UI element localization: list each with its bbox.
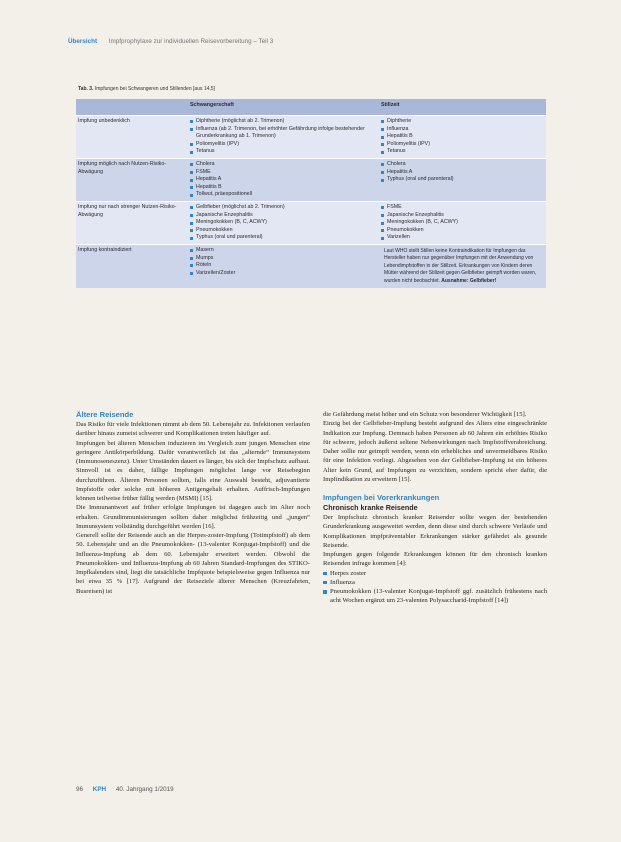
table-row <box>76 116 546 159</box>
vaccine-list <box>323 569 547 606</box>
list-item: Poliomyelitis (IPV) <box>381 141 544 149</box>
header-cell-lactation: Stillzeit <box>379 99 546 116</box>
list-item: Diphtherie <box>381 118 544 126</box>
page-footer <box>76 786 174 793</box>
table-caption <box>78 86 215 92</box>
list-item: Typhus (oral und parenteral) <box>381 176 544 184</box>
list-item: Varizellen/Zoster <box>190 270 377 278</box>
list-item: Poliomyelitis (IPV) <box>190 141 377 149</box>
header-cell-empty <box>76 99 188 116</box>
list-item: FSME <box>190 169 377 177</box>
running-header <box>68 38 273 45</box>
heading-older-travelers: Ältere Reisende <box>76 410 134 419</box>
table-row <box>76 244 546 288</box>
lactation-cell <box>379 158 546 201</box>
list-item: Meningokokken (B, C, ACWY) <box>190 219 377 227</box>
row-label: Impfung unbedenklich <box>76 116 188 159</box>
list-item: Influenza <box>323 578 547 587</box>
lactation-note <box>381 247 544 286</box>
paragraph: Die Immunantwort auf früher erfolgte Impfungen ist dagegen auch im Alter noch erhalten. Grundimmunisierungen sollten daher möglichst frühzeitig und „jungen“ Immunsystem vollständig durchgeführt werden [16]. <box>76 504 310 530</box>
list-item: Hepatitis B <box>381 133 544 141</box>
table-row <box>76 201 546 244</box>
list-item: Pneumokokken <box>190 227 377 235</box>
list-item: Mumps <box>190 255 377 263</box>
list-item: Japanische Enzephalitis <box>381 212 544 220</box>
lactation-cell <box>379 244 546 288</box>
table-row <box>76 158 546 201</box>
section-label: Übersicht <box>68 38 98 45</box>
list-item: Influenza <box>381 126 544 134</box>
row-label: Impfung kontraindiziert <box>76 244 188 288</box>
list-item: Varizellen <box>381 234 544 242</box>
vaccination-table <box>76 99 546 288</box>
page-number: 96 <box>76 786 84 793</box>
table-header-row <box>76 99 546 116</box>
list-item: Tetanus <box>190 148 377 156</box>
table-caption-text: Impfungen bei Schwangeren und Stillenden [aus 14,5] <box>94 86 215 92</box>
left-column <box>76 410 310 596</box>
list-item: Hepatitis B <box>190 184 377 192</box>
list-item: Tetanus <box>381 148 544 156</box>
list-item: Hepatitis A <box>190 176 377 184</box>
lactation-cell <box>379 116 546 159</box>
right-column <box>323 410 547 606</box>
subheading-chronically-ill: Chronisch kranke Reisende <box>323 503 418 512</box>
paragraph: die Gefährdung meist höher und ein Schutz von besonderer Wichtigkeit [15]. <box>323 411 527 418</box>
spacer <box>323 484 547 493</box>
list-item: Meningokokken (B, C, ACWY) <box>381 219 544 227</box>
list-item: Diphtherie (möglichst ab 2. Trimenon) <box>190 118 377 126</box>
issue-info: 40. Jahrgang 1/2019 <box>115 786 174 793</box>
list-item: Japanische Enzephalitis <box>190 212 377 220</box>
list-item: Pneumokokken (13-valenter Konjugat-Impfstoff ggf. zusätzlich frühestens nach acht Wochen ergänzt um 23-valenten Polysaccharid-Impfstoff [14]) <box>323 587 547 606</box>
list-item: Herpes zoster <box>323 569 547 578</box>
heading-pre-existing-conditions: Impfungen bei Vorerkrankungen <box>323 493 440 502</box>
paragraph: Einzig bei der Gelbfieber-Impfung besteht aufgrund des Alters eine eingeschränkte Indikation zur Impfung. Demnach haben Personen ab 60 Jahren ein erhöhtes Risiko für schwere, jedoch äußerst seltene Nebenwirkungen nach Impfstoffverabreichung. Daher sollte nur geimpft werden, wenn ein erhebliches und unvermeidbares Risiko für eine Infektion vorliegt. Abgesehen von der Gelbfieber-Impfung ist ein höheres Alter kein Grund, auf Impfungen zu verzichten, sondern spricht eher dafür, die Impfindikation zu erweitern [15]. <box>323 420 547 483</box>
row-label: Impfung möglich nach Nutzen-Risiko-Abwägung <box>76 158 188 201</box>
lactation-note-exception: Ausnahme: Gelbfieber! <box>441 277 497 284</box>
list-item: Typhus (oral und parenteral) <box>190 234 377 242</box>
list-item: Röteln <box>190 262 377 270</box>
lactation-cell <box>379 201 546 244</box>
paragraph: Impfungen bei älteren Menschen induzieren im Vergleich zum jungen Menschen eine geringere Antikörperbildung. Dafür verantwortlich ist das „alternde“ Immunsystem (Immunoseneszenz). Unter Umständen dauert es länger, bis sich der Impfschutz aufbaut. Sinnvoll ist es daher, fällige Impfungen möglichst lange vor Reisebeginn durchzuführen. Älteren Personen sollten, falls eine Auswahl besteht, adjuvantierte Impfstoffe oder solche mit höheren Antigengehalt erhalten. Auffrisch-Impfungen können teilweise früher fällig werden (MSMI) [15]. <box>76 439 310 502</box>
header-title: Impfprophylaxe zur individuellen Reisevorbereitung – Teil 3 <box>108 38 274 45</box>
pregnancy-cell <box>188 116 379 159</box>
paragraph: Impfungen gegen folgende Erkrankungen können für den chronisch kranken Reisenden infrage kommen [4]: <box>323 551 547 568</box>
list-item: FSME <box>381 204 544 212</box>
paragraph: Das Risiko für viele Infektionen nimmt ab dem 50. Lebensjahr zu. Infektionen verlaufen darüber hinaus zumeist schwerer und Komplikationen treten häufiger auf. <box>76 421 310 438</box>
list-item: Tollwut, präexpositionell <box>190 191 377 199</box>
paragraph: Der Impfschutz chronisch kranker Reisender sollte wegen der bestehenden Grunderkrankung ausgeweitet werden, denn diese sind durch schwere Verläufe und Komplikationen impfpräventabler Erkrankungen stärker gefährdet als gesunde Reisende. <box>323 514 547 549</box>
list-item: Cholera <box>381 161 544 169</box>
pregnancy-cell <box>188 201 379 244</box>
pregnancy-cell <box>188 244 379 288</box>
journal-name: KPH <box>92 786 107 793</box>
list-item: Pneumokokken <box>381 227 544 235</box>
list-item: Hepatitis A <box>381 169 544 177</box>
table-caption-label: Tab. 3. <box>78 86 94 92</box>
lactation-note-text: Laut WHO stellt Stillen keine Kontraindikation für Impfungen dar. Hersteller haben nur gegenüber Impfungen mit der Anwendung von Lebendimpfstoffen in der Stillzeit. Erkrankungen von Kindern deren Mütter während der Stillzeit gegen Gelbfieber geimpft worden waren, wurden nicht beobachtet. <box>384 247 537 284</box>
row-label: Impfung nur nach strenger Nutzen-Risiko-Abwägung <box>76 201 188 244</box>
paragraph: Generell sollte der Reisende auch an die Herpes-zoster-Impfung (Totimpfstoff) ab dem 50. Lebensjahr und an die Pneumokokken- (13-valenter Konjugat-Impfstoff) und die Influenza-Impfung ab dem 60. Lebensjahr erweitert werden. Obwohl die Pneumokokken- und Influenza-Impfung ab 60 Jahren Standard-Impfungen des STIKO-Impfkalenders sind, liegt die tatsächliche Impfquote beispielsweise gegen Influenza nur bei etwa 35 % [17]. Aufgrund der Reiseziele älterer Menschen (Kreuzfahrten, Busreisen) ist <box>76 532 310 595</box>
list-item: Gelbfieber (möglichst ab 2. Trimenon) <box>190 204 377 212</box>
pregnancy-cell <box>188 158 379 201</box>
list-item: Cholera <box>190 161 377 169</box>
list-item: Masern <box>190 247 377 255</box>
list-item: Influenza (ab 2. Trimenon, bei erhöhter Gefährdung infolge bestehender Grunderkrankung ab 1. Trimenon) <box>190 126 377 141</box>
header-cell-pregnancy: Schwangerschaft <box>188 99 379 116</box>
